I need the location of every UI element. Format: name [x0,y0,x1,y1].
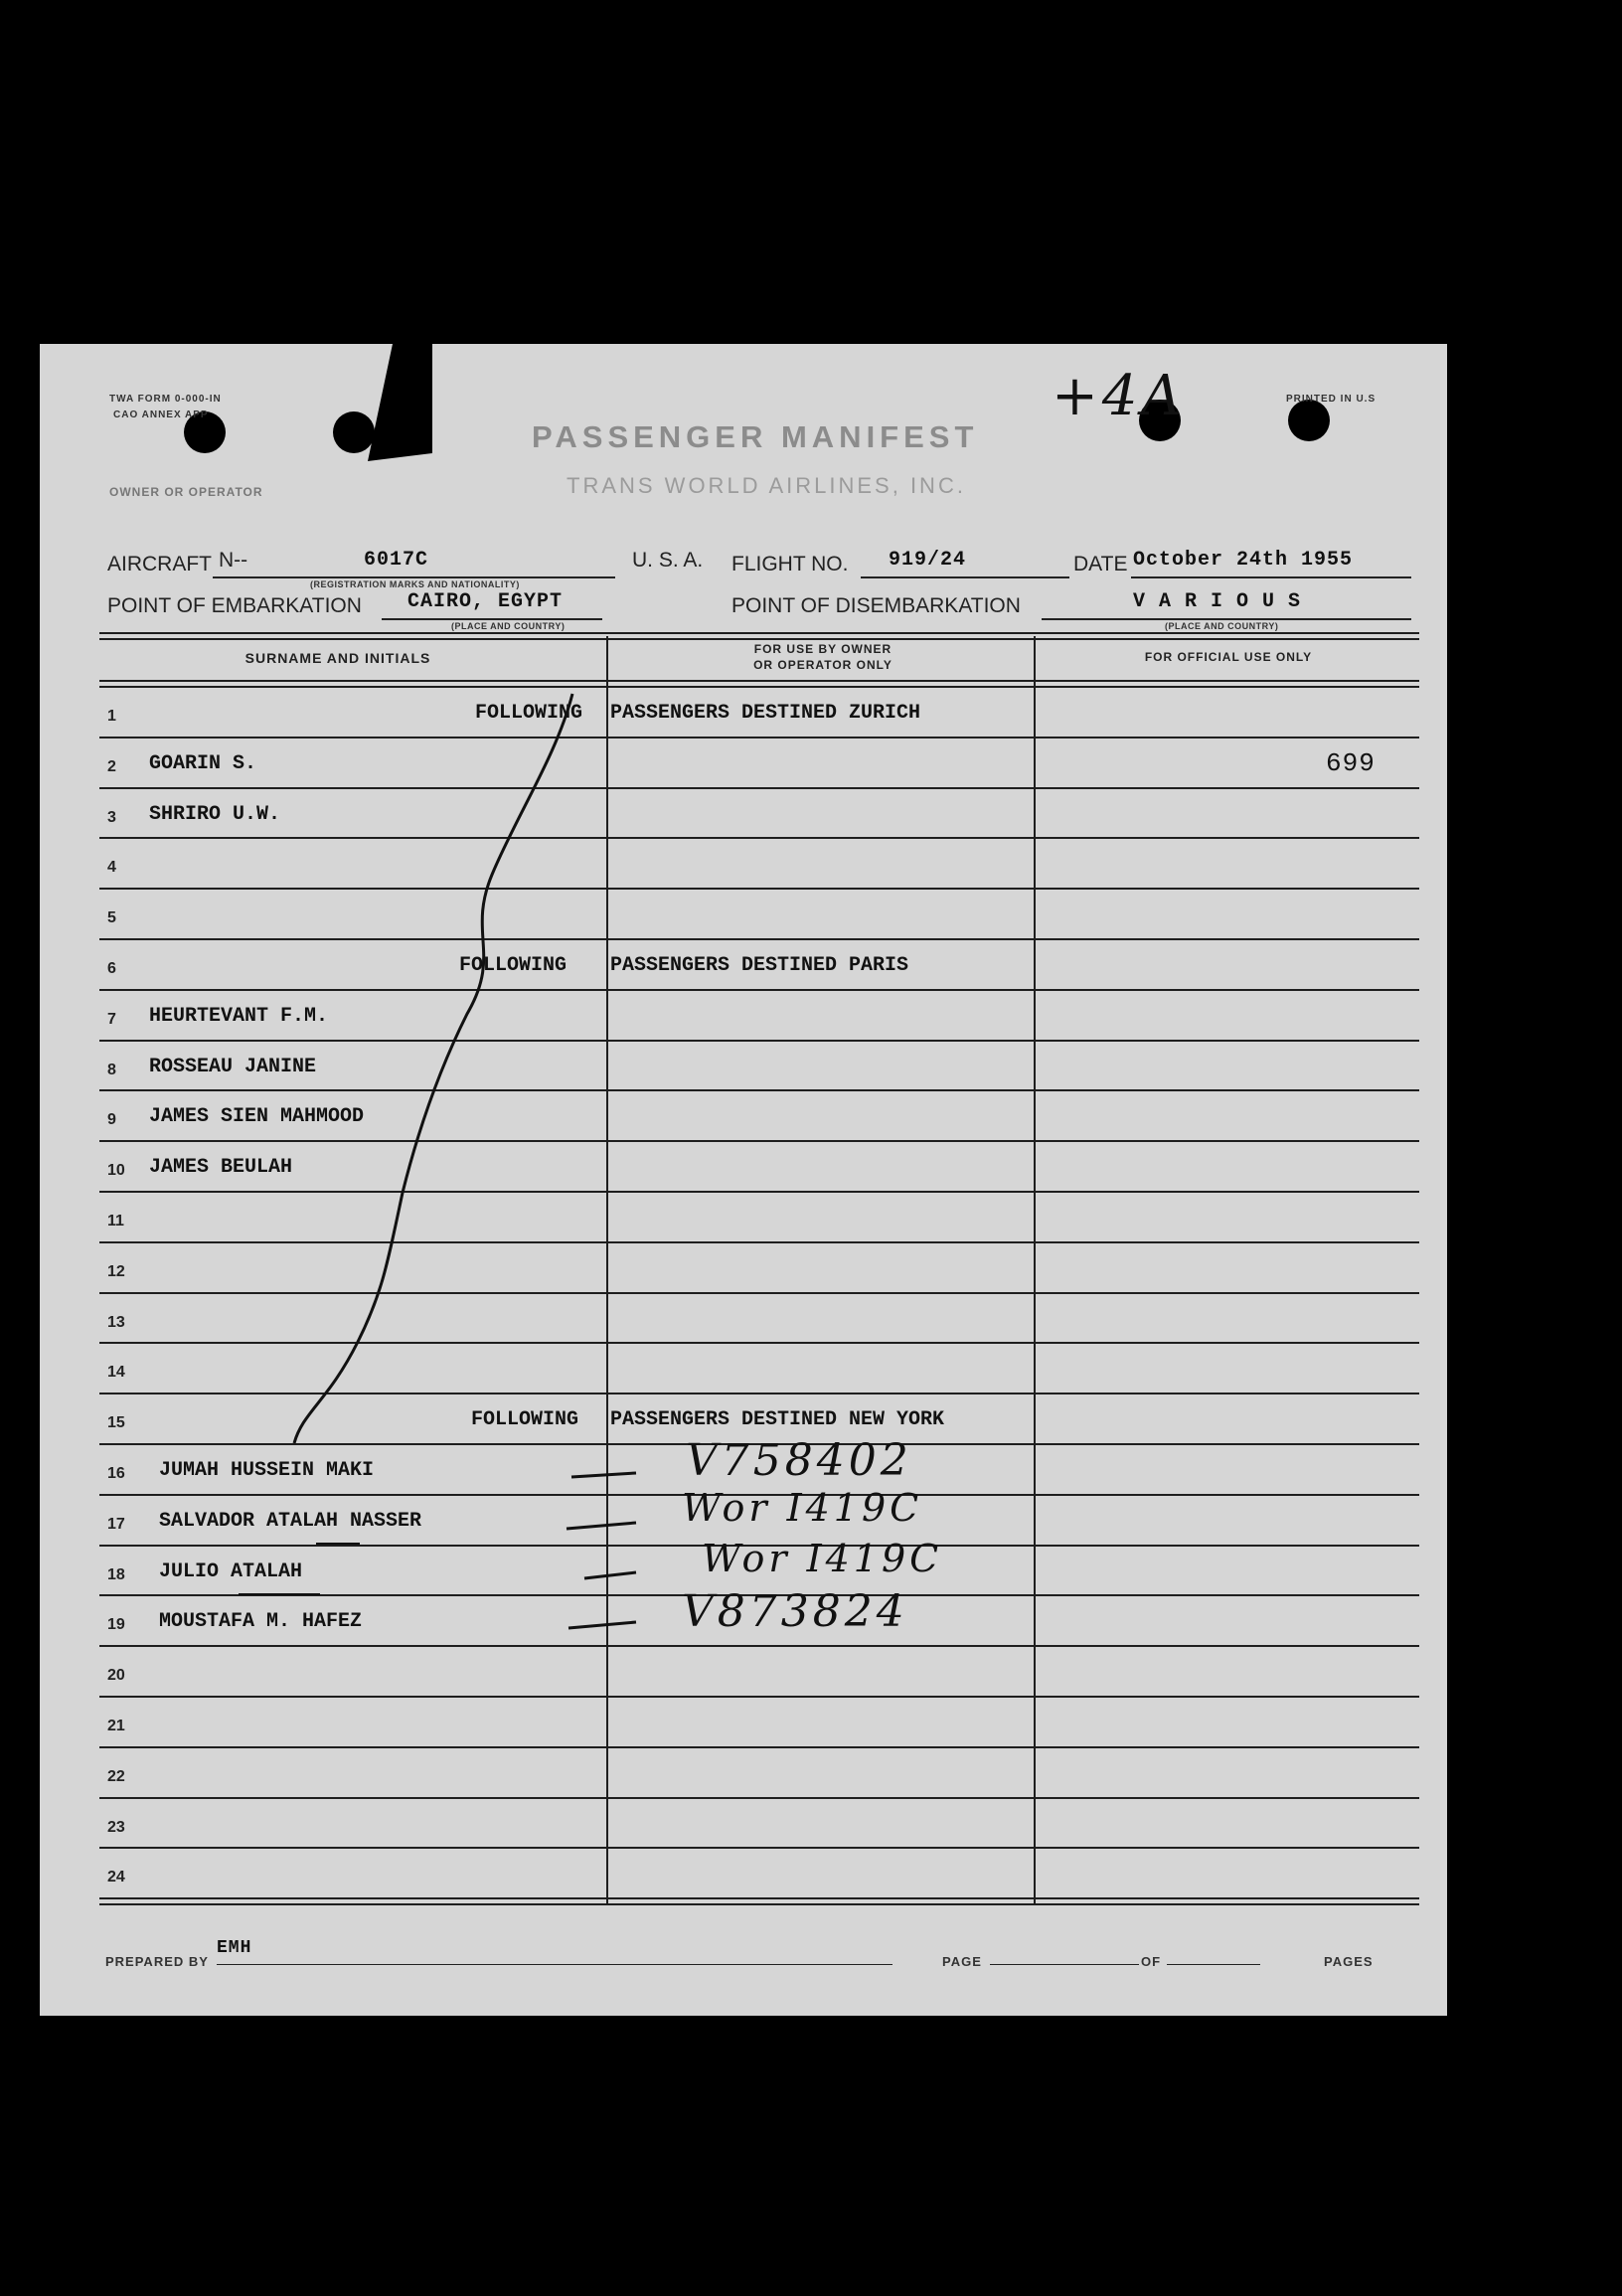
of-label: OF [1141,1954,1162,1969]
aircraft-underline [213,576,615,578]
row-number: 11 [107,1213,124,1230]
aircraft-note: (REGISTRATION MARKS AND NATIONALITY) [310,579,520,589]
row-number: 19 [107,1616,125,1634]
row-number: 15 [107,1414,125,1432]
row-number: 6 [107,960,116,977]
page-underline [990,1964,1139,1965]
owner-use-entry: Wor I419C [682,1485,923,1530]
col-header-owner-1: FOR USE BY OWNER [753,642,892,656]
owner-use-entry: Wor I419C [702,1536,943,1580]
row-number: 16 [107,1465,125,1482]
printed-in: PRINTED IN U.S [1286,394,1377,405]
destination-heading-left: FOLLOWING [475,702,583,725]
row-number: 17 [107,1515,125,1533]
disembark-label: POINT OF DISEMBARKATION [731,594,1021,617]
col-header-surname: SURNAME AND INITIALS [244,650,431,666]
embark-underline [382,618,602,620]
destination-heading-right: PASSENGERS DESTINED ZURICH [610,702,921,725]
row-rule [99,1746,1419,1748]
prepared-label: PREPARED BY [105,1954,209,1969]
row-rule [99,1140,1419,1142]
prepared-value: EMH [217,1938,252,1958]
row-number: 10 [107,1162,125,1180]
passenger-name: HEURTEVANT F.M. [149,1004,329,1028]
cab-annex: CAO ANNEX APP [113,410,209,420]
owner-use-entry: V758402 [686,1435,912,1486]
row-rule [99,1645,1419,1647]
passenger-name: SHRIRO U.W. [149,802,281,826]
destination-heading-right: PASSENGERS DESTINED NEW YORK [610,1408,945,1432]
passenger-name: JAMES SIEN MAHMOOD [149,1105,365,1129]
date-value: October 24th 1955 [1133,549,1354,572]
aircraft-label: AIRCRAFT [107,553,212,575]
row-rule [99,1897,1419,1905]
row-number: 8 [107,1061,116,1078]
punch-hole-right-2 [1288,400,1330,441]
page-label: PAGE [942,1954,982,1969]
airline-name: TRANS WORLD AIRLINES, INC. [567,473,966,498]
aircraft-value: 6017C [364,549,429,572]
destination-heading-left: FOLLOWING [459,954,568,977]
row-number: 3 [107,808,116,826]
owner-operator: OWNER OR OPERATOR [109,485,263,499]
row-rule [99,1191,1419,1193]
row-rule [99,1241,1419,1243]
table-top-rule [99,632,1419,640]
passenger-name: JULIO ATALAH [159,1559,303,1583]
disembark-note: (PLACE AND COUNTRY) [1165,621,1279,631]
row-rule [99,1696,1419,1698]
disembark-value: V A R I O U S [1133,590,1302,613]
passenger-name: SALVADOR ATALAH NASSER [159,1509,422,1533]
passenger-name: JUMAH HUSSEIN MAKI [159,1459,375,1482]
row-rule [99,1847,1419,1849]
embark-value: CAIRO, EGYPT [407,590,564,613]
row-number: 4 [107,859,116,877]
passenger-name: JAMES BEULAH [149,1156,293,1180]
row-rule [99,1797,1419,1799]
row-number: 7 [107,1010,116,1028]
owner-use-entry: V873824 [682,1586,908,1638]
row-number: 20 [107,1667,125,1685]
flight-underline [861,576,1069,578]
row-number: 18 [107,1565,125,1583]
handwritten-mark: +4A [1052,364,1186,428]
row-number: 21 [107,1718,125,1734]
passenger-name: ROSSEAU JANINE [149,1055,317,1078]
row-rule [99,989,1419,991]
row-number: 12 [107,1262,125,1280]
flight-label: FLIGHT NO. [731,553,849,575]
of-underline [1167,1964,1260,1965]
passenger-name: GOARIN S. [149,751,257,775]
form-id: TWA FORM 0-000-IN [109,394,222,405]
embark-label: POINT OF EMBARKATION [107,594,362,617]
row-rule [99,1342,1419,1344]
col-divider-2 [1034,636,1036,1904]
row-rule [99,1393,1419,1394]
row-number: 9 [107,1111,116,1129]
col-header-official: FOR OFFICIAL USE ONLY [1144,650,1313,664]
row-rule [99,888,1419,890]
row-number: 23 [107,1818,125,1836]
row-rule [99,787,1419,789]
col-header-owner-2: OR OPERATOR ONLY [753,658,892,672]
row-rule [99,1292,1419,1294]
row-rule [99,938,1419,940]
col-divider-1 [606,636,608,1904]
row-rule [99,737,1419,738]
embark-note: (PLACE AND COUNTRY) [451,621,566,631]
passenger-name: MOUSTAFA M. HAFEZ [159,1610,363,1634]
page-title: PASSENGER MANIFEST [532,419,979,454]
disembark-underline [1042,618,1411,620]
row-number: 1 [107,708,116,725]
row-rule [99,837,1419,839]
row-rule [99,1040,1419,1042]
row-number: 22 [107,1767,125,1785]
aircraft-prefix: N-- [219,549,248,572]
row-number: 5 [107,909,116,927]
table-header-rule [99,680,1419,688]
pages-label: PAGES [1324,1954,1374,1969]
destination-heading-left: FOLLOWING [471,1408,579,1432]
official-use-entry: 699 [1326,747,1376,778]
row-number: 24 [107,1869,125,1886]
date-underline [1131,576,1411,578]
date-label: DATE [1073,553,1128,575]
row-number: 2 [107,757,116,775]
row-number: 13 [107,1313,125,1331]
row-number: 14 [107,1364,125,1382]
punch-hole-mid [333,411,375,453]
prepared-underline [217,1964,892,1965]
row-rule [99,1089,1419,1091]
country-label: U. S. A. [632,549,704,572]
flight-value: 919/24 [889,549,967,572]
destination-heading-right: PASSENGERS DESTINED PARIS [610,954,909,977]
